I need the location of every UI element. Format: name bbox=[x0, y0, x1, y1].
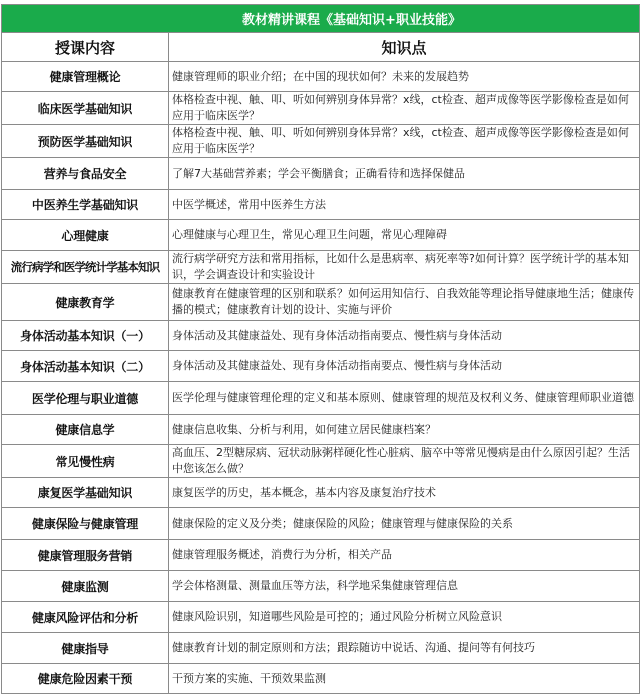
table-row bbox=[2, 478, 640, 508]
detail-cell: 体格检查中视、触、叩、听如何辨别身体异常？x线，ct检查、超声成像等医学影像检查是如何应用于临床医学？ bbox=[169, 92, 640, 125]
detail-cell: 健康教育在健康管理的区别和联系？如何运用知信行、自我效能等理论指导健康地生活；健康传播的模式；健康教育计划的设计、实施与评价 bbox=[169, 284, 640, 321]
topic-cell: 中医养生学基础知识 bbox=[2, 190, 169, 220]
detail-cell: 身体活动及其健康益处、现有身体活动指南要点、慢性病与身体活动 bbox=[169, 351, 640, 382]
table-row bbox=[2, 190, 640, 220]
topic-cell: 健康危险因素干预 bbox=[2, 664, 169, 694]
detail-cell: 医学伦理与健康管理伦理的定义和基本原则、健康管理的规范及权利义务、健康管理师职业道德 bbox=[169, 382, 640, 415]
table-row bbox=[2, 571, 640, 602]
table-row bbox=[2, 633, 640, 664]
topic-cell: 健康指导 bbox=[2, 633, 169, 664]
detail-cell: 康复医学的历史，基本概念，基本内容及康复治疗技术 bbox=[169, 478, 640, 508]
topic-cell: 健康管理服务营销 bbox=[2, 540, 169, 571]
table-row bbox=[2, 251, 640, 284]
detail-cell: 学会体格测量、测量血压等方法，科学地采集健康管理信息 bbox=[169, 571, 640, 602]
table-row bbox=[2, 351, 640, 382]
topic-cell: 康复医学基础知识 bbox=[2, 478, 169, 508]
topic-cell: 健康保险与健康管理 bbox=[2, 508, 169, 540]
topic-cell: 营养与食品安全 bbox=[2, 158, 169, 190]
detail-cell: 健康教育计划的制定原则和方法；跟踪随访中说话、沟通、提问等有何技巧 bbox=[169, 633, 640, 664]
topic-cell: 身体活动基本知识（一） bbox=[2, 321, 169, 351]
detail-cell: 高血压、2型糖尿病、冠状动脉粥样硬化性心脏病、脑卒中等常见慢病是由什么原因引起？生活中您该怎么做？ bbox=[169, 445, 640, 478]
title-row bbox=[2, 5, 640, 33]
header-detail: 知识点 bbox=[169, 33, 640, 62]
detail-cell: 体格检查中视、触、叩、听如何辨别身体异常？x线，ct检查、超声成像等医学影像检查是如何应用于临床医学？ bbox=[169, 125, 640, 158]
topic-cell: 健康管理概论 bbox=[2, 62, 169, 92]
topic-cell: 身体活动基本知识（二） bbox=[2, 351, 169, 382]
table-row bbox=[2, 220, 640, 251]
detail-cell: 健康信息收集、分析与利用，如何建立居民健康档案？ bbox=[169, 415, 640, 445]
topic-cell: 心理健康 bbox=[2, 220, 169, 251]
table-row bbox=[2, 62, 640, 92]
detail-cell: 健康管理服务概述，消费行为分析，相关产品 bbox=[169, 540, 640, 571]
topic-cell: 临床医学基础知识 bbox=[2, 92, 169, 125]
detail-cell: 了解7大基础营养素；学会平衡膳食；正确看待和选择保健品 bbox=[169, 158, 640, 190]
detail-cell: 流行病学研究方法和常用指标，比如什么是患病率、病死率等?如何计算？医学统计学的基本知识，学会调查设计和实验设计 bbox=[169, 251, 640, 284]
detail-cell: 心理健康与心理卫生，常见心理卫生问题，常见心理障碍 bbox=[169, 220, 640, 251]
table-row bbox=[2, 284, 640, 321]
table-row bbox=[2, 158, 640, 190]
table-row bbox=[2, 602, 640, 633]
table-row bbox=[2, 445, 640, 478]
course-table bbox=[1, 4, 640, 694]
topic-cell: 健康信息学 bbox=[2, 415, 169, 445]
table-row bbox=[2, 92, 640, 125]
detail-cell: 健康管理师的职业介绍；在中国的现状如何？未来的发展趋势 bbox=[169, 62, 640, 92]
detail-cell: 中医学概述，常用中医养生方法 bbox=[169, 190, 640, 220]
header-topic: 授课内容 bbox=[2, 33, 169, 62]
topic-cell: 健康监测 bbox=[2, 571, 169, 602]
detail-cell: 健康保险的定义及分类；健康保险的风险；健康管理与健康保险的关系 bbox=[169, 508, 640, 540]
table-row bbox=[2, 664, 640, 694]
table-row bbox=[2, 382, 640, 415]
detail-cell: 身体活动及其健康益处、现有身体活动指南要点、慢性病与身体活动 bbox=[169, 321, 640, 351]
table-row bbox=[2, 508, 640, 540]
topic-cell: 常见慢性病 bbox=[2, 445, 169, 478]
topic-cell: 健康风险评估和分析 bbox=[2, 602, 169, 633]
table-row bbox=[2, 125, 640, 158]
detail-cell: 干预方案的实施、干预效果监测 bbox=[169, 664, 640, 694]
table-title: 教材精讲课程《基础知识+职业技能》 bbox=[2, 5, 640, 33]
topic-cell: 流行病学和医学统计学基本知识 bbox=[2, 251, 169, 284]
topic-cell: 医学伦理与职业道德 bbox=[2, 382, 169, 415]
table-row bbox=[2, 540, 640, 571]
topic-cell: 预防医学基础知识 bbox=[2, 125, 169, 158]
topic-cell: 健康教育学 bbox=[2, 284, 169, 321]
table-row bbox=[2, 321, 640, 351]
header-row bbox=[2, 33, 640, 62]
detail-cell: 健康风险识别，知道哪些风险是可控的；通过风险分析树立风险意识 bbox=[169, 602, 640, 633]
table-row bbox=[2, 415, 640, 445]
